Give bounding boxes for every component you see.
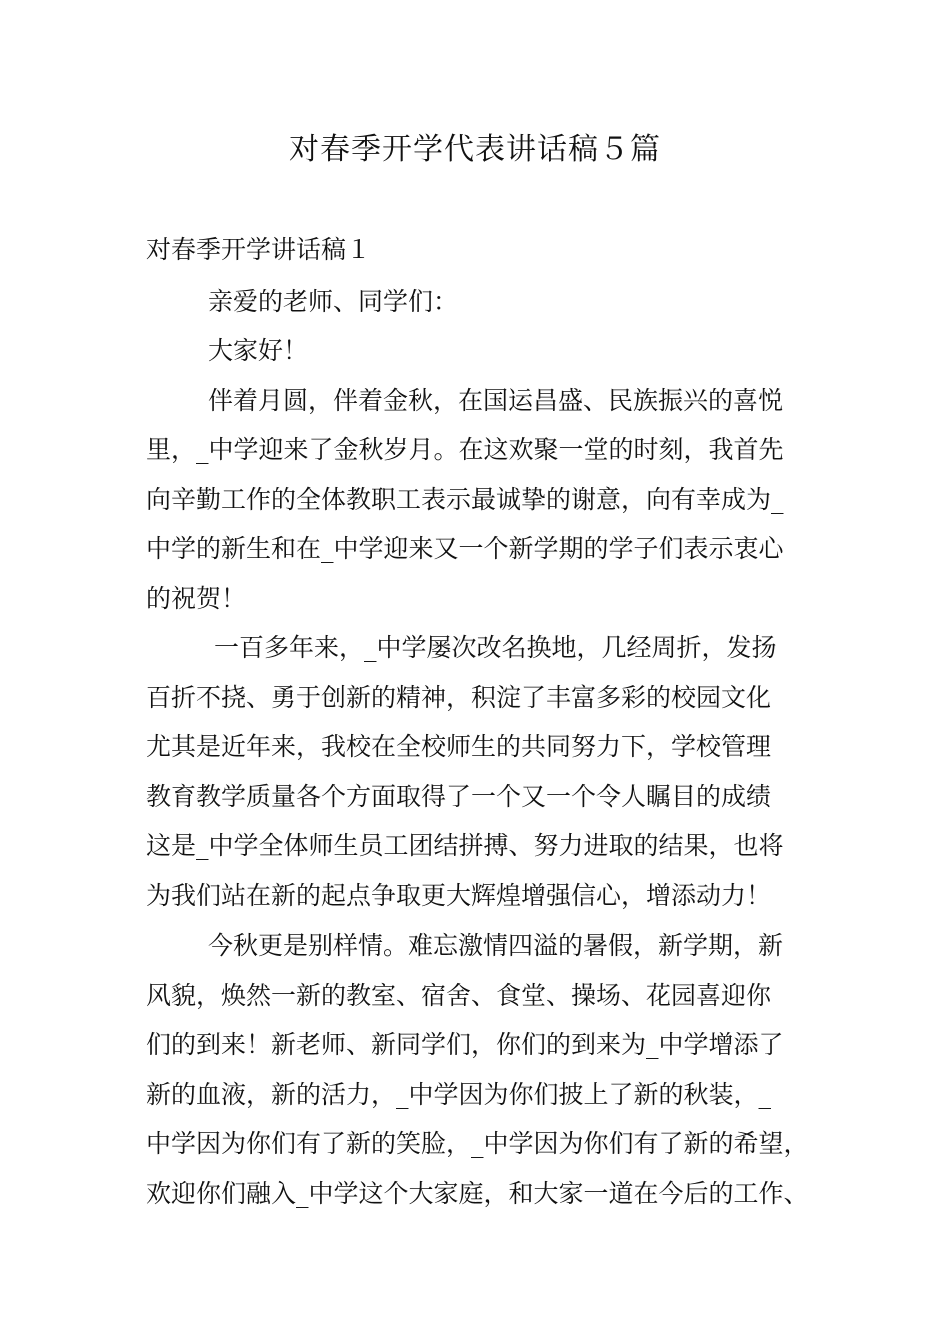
paragraph-line: 中学的新生和在_中学迎来又一个新学期的学子们表示衷心 xyxy=(146,534,784,563)
paragraph-line: 为我们站在新的起点争取更大辉煌增强信心，增添动力！ xyxy=(146,881,772,910)
paragraph-line: 风貌，焕然一新的教室、宿舍、食堂、操场、花园喜迎你 xyxy=(146,981,772,1010)
paragraph-line: 今秋更是别样情。难忘激情四溢的暑假，新学期，新 xyxy=(208,931,784,960)
paragraph-line: 们的到来！新老师、新同学们，你们的到来为_中学增添了 xyxy=(146,1030,784,1059)
salutation: 亲爱的老师、同学们： xyxy=(208,287,459,316)
section-heading: 对春季开学讲话稿１ xyxy=(146,235,372,264)
greeting: 大家好！ xyxy=(208,336,309,365)
paragraph-line: 里，_中学迎来了金秋岁月。在这欢聚一堂的时刻，我首先 xyxy=(146,435,784,464)
document-title: 对春季开学代表讲话稿５篇 xyxy=(289,132,661,167)
paragraph-line: 这是_中学全体师生员工团结拼搏、努力进取的结果，也将 xyxy=(146,831,784,860)
paragraph-line: 教育教学质量各个方面取得了一个又一个令人瞩目的成绩 xyxy=(146,782,772,811)
paragraph-line: 一百多年来，_中学屡次改名换地，几经周折，发扬 xyxy=(214,633,777,662)
paragraph-line: 欢迎你们融入_中学这个大家庭，和大家一道在今后的工作、 xyxy=(146,1179,809,1208)
paragraph-line: 的祝贺！ xyxy=(146,584,247,613)
paragraph-line: 伴着月圆，伴着金秋，在国运昌盛、民族振兴的喜悦 xyxy=(208,386,784,415)
paragraph-line: 尤其是近年来，我校在全校师生的共同努力下，学校管理 xyxy=(146,732,772,761)
paragraph-line: 百折不挠、勇于创新的精神，积淀了丰富多彩的校园文化 xyxy=(146,683,772,712)
paragraph-line: 中学因为你们有了新的笑脸，_中学因为你们有了新的希望， xyxy=(146,1129,809,1158)
paragraph-line: 向辛勤工作的全体教职工表示最诚挚的谢意，向有幸成为_ xyxy=(146,485,784,514)
paragraph-line: 新的血液，新的活力，_中学因为你们披上了新的秋装，_ xyxy=(146,1080,772,1109)
